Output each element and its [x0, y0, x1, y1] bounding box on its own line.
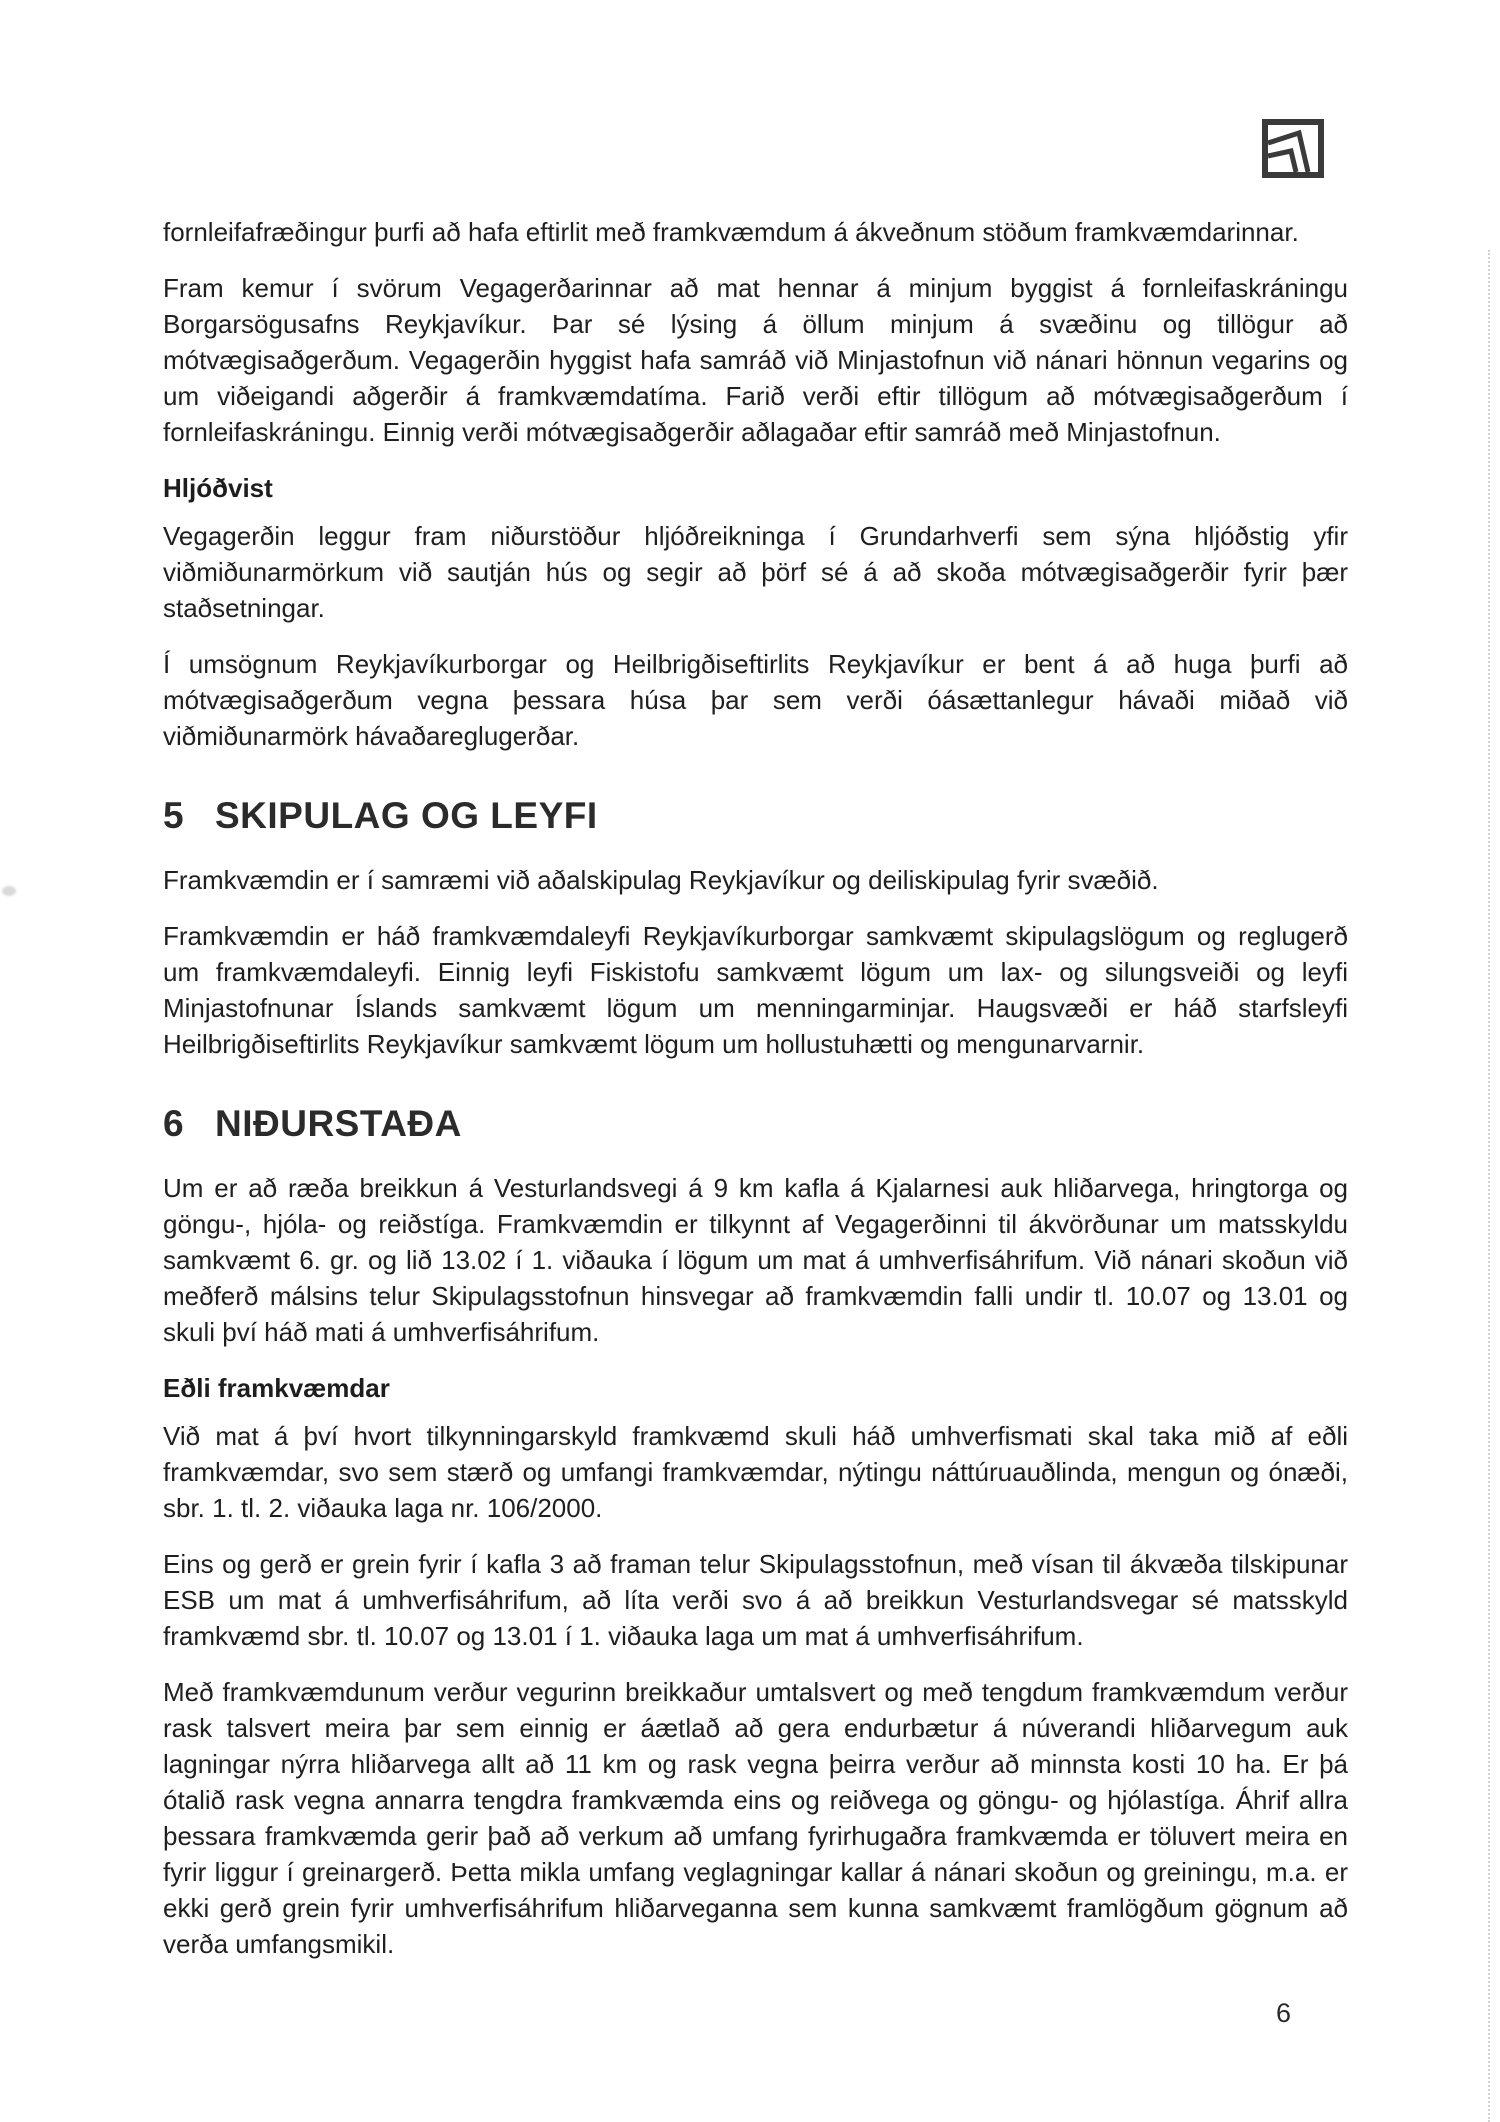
- paragraph-framkvaemdin-had: Framkvæmdin er háð framkvæmdaleyfi Reykjavíkurborgar samkvæmt skipulagslögum og reglugerð um framkvæmdaleyfi. Einnig leyfi Fiskistofu samkvæmt lögum um lax- og silungsveiði og leyfi Minjastofnunar Íslands samkvæmt lögum um menningarminjar. Haugsvæði er háð starfsleyfi Heilbrigðiseftirlits Reykjavíkur samkvæmt lögum um hollustuhætti og mengunarvarnir.: [163, 921, 1348, 1059]
- paragraph-med-framkvaemdunum: Með framkvæmdunum verður vegurinn breikkaður umtalsvert og með tengdum framkvæmdum verður rask talsvert meira þar sem einnig er áætlað að gera endurbætur á núverandi hliðarvegum auk lagningar nýrra hliðarvega allt að 11 km og rask vegna þeirra verður að minnsta kosti 10 ha. Er þá ótalið rask vegna annarra tengdra framkvæmda eins og reiðvega og göngu- og hjólastíga. Áhrif allra þessara framkvæmda gerir það að verkum að umfang fyrirhugaðra framkvæmda er töluvert meira en fyrir liggur í greinargerð. Þetta mikla umfang veglagningar kallar á nánari skoðun og greiningu, m.a. er ekki gerð grein fyrir umhverfisáhrifum hliðarveganna sem kunna samkvæmt framlögðum gögnum að verða umfangsmikil.: [163, 1677, 1348, 1959]
- section-title: SKIPULAG OG LEYFI: [215, 795, 598, 836]
- paragraph-fornleifafraedingur: fornleifafræðingur þurfi að hafa eftirlit með framkvæmdum á ákveðnum stöðum framkvæmdarinnar.: [163, 217, 1299, 247]
- paragraph-i-umsognum: Í umsögnum Reykjavíkurborgar og Heilbrigðiseftirlits Reykjavíkur er bent á að huga þurfi að mótvægisaðgerðum vegna þessara húsa þar sem verði óásættanlegur hávaði miðað við viðmiðunarmörk hávaðareglugerðar.: [163, 649, 1348, 751]
- document-content: [163, 214, 1348, 1982]
- skipulagsstofnun-logo-icon: [1262, 119, 1324, 178]
- paragraph-fram-kemur: Fram kemur í svörum Vegagerðarinnar að mat hennar á minjum byggist á fornleifaskráningu Borgarsögusafns Reykjavíkur. Þar sé lýsing á öllum minjum á svæðinu og tillögur að mótvægisaðgerðum. Vegagerðin hyggist hafa samráð við Minjastofnun við nánari hönnun vegarins og um viðeigandi aðgerðir á framkvæmdatíma. Farið verði eftir tillögum að mótvægisaðgerðum í fornleifaskráningu. Einnig verði mótvægisaðgerðir aðlagaðar eftir samráð með Minjastofnun.: [163, 273, 1348, 447]
- paragraph-um-er-ad-raeda: Um er að ræða breikkun á Vesturlandsvegi á 9 km kafla á Kjalarnesi auk hliðarvega, hringtorga og göngu-, hjóla- og reiðstíga. Framkvæmdin er tilkynnt af Vegagerðinni til ákvörðunar um matsskyldu samkvæmt 6. gr. og lið 13.02 í 1. viðauka í lögum um mat á umhverfisáhrifum. Við nánari skoðun við meðferð málsins telur Skipulagsstofnun hinsvegar að framkvæmdin falli undir tl. 10.07 og 13.01 og skuli því háð mati á umhverfisáhrifum.: [163, 1173, 1348, 1347]
- scan-artifact-line: [1488, 250, 1490, 2122]
- paragraph-vid-mat: Við mat á því hvort tilkynningarskyld framkvæmd skuli háð umhverfismati skal taka mið af eðli framkvæmdar, svo sem stærð og umfangi framkvæmdar, nýtingu náttúruauðlinda, mengun og ónæði, sbr. 1. tl. 2. viðauka laga nr. 106/2000.: [163, 1421, 1348, 1523]
- section-heading-skipulag-og-leyfi: [163, 794, 1348, 838]
- subheading-edli-framkvaemdar: Eðli framkvæmdar: [163, 1373, 390, 1403]
- subheading-hljodvist: Hljóðvist: [163, 473, 273, 503]
- section-heading-nidurstada: [163, 1102, 1348, 1146]
- paragraph-eins-og-gerd: Eins og gerð er grein fyrir í kafla 3 að framan telur Skipulagsstofnun, með vísan til ákvæða tilskipunar ESB um mat á umhverfisáhrifum, að líta verði svo á að breikkun Vesturlandsvegar sé matsskyld framkvæmd sbr. tl. 10.07 og 13.01 í 1. viðauka laga um mat á umhverfisáhrifum.: [163, 1549, 1348, 1651]
- section-number: 6: [163, 1103, 185, 1144]
- section-number: 5: [163, 795, 185, 836]
- page-number: 6: [1276, 1998, 1292, 2028]
- paragraph-vegagerdin-leggur: Vegagerðin leggur fram niðurstöður hljóðreikninga í Grundarhverfi sem sýna hljóðstig yfir viðmiðunarmörkum við sautján hús og segir að þörf sé á að skoða mótvægisaðgerðir fyrir þær staðsetningar.: [163, 521, 1348, 623]
- section-title: NIÐURSTAÐA: [215, 1103, 462, 1144]
- paragraph-framkvaemdin-samraemi: Framkvæmdin er í samræmi við aðalskipulag Reykjavíkur og deiliskipulag fyrir svæðið.: [163, 865, 1159, 895]
- scan-artifact-speck: [2, 886, 16, 896]
